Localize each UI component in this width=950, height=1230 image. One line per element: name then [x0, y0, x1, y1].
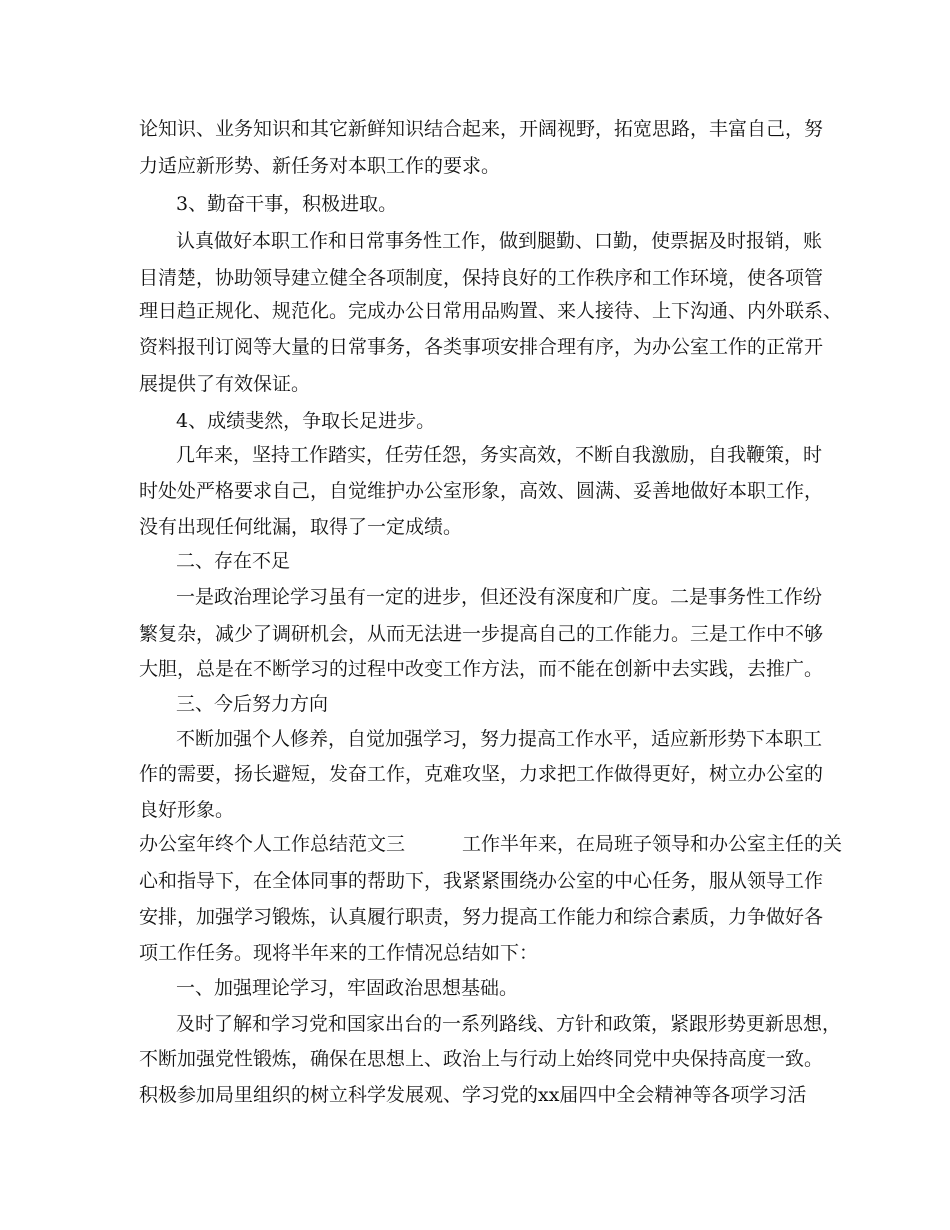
text-line: 积极参加局里组织的树立科学发展观、学习党的xx届四中全会精神等各项学习活	[139, 1084, 807, 1106]
section-heading: 三、今后努力方向	[176, 693, 329, 715]
text-line: 时处处严格要求自己，自觉维护办公室形象，高效、圆满、妥善地做好本职工作，	[139, 480, 824, 502]
section-heading: 二、存在不足	[176, 550, 291, 572]
text-line: 论知识、业务知识和其它新鲜知识结合起来，开阔视野，拓宽思路，丰富自己，努	[139, 118, 824, 140]
section-heading: 一、加强理论学习，牢固政治思想基础。	[176, 977, 519, 999]
text-line: 没有出现任何纰漏，取得了一定成绩。	[139, 516, 463, 538]
text-line: 繁复杂，减少了调研机会，从而无法进一步提高自己的工作能力。三是工作中不够	[139, 623, 824, 645]
text-line: 力适应新形势、新任务对本职工作的要求。	[139, 155, 501, 177]
text-line: 项工作任务。现将半年来的工作情况总结如下：	[139, 942, 539, 964]
text-line: 资料报刊订阅等大量的日常事务，各类事项安排合理有序，为办公室工作的正常开	[139, 336, 824, 358]
text-line: 理日趋正规化、规范化。完成办公日常用品购置、来人接待、上下沟通、内外联系、	[139, 300, 843, 322]
text-line: 作的需要，扬长避短，发奋工作，克难攻坚，力求把工作做得更好，树立办公室的	[139, 763, 824, 785]
text-line: 安排，加强学习锻炼，认真履行职责，努力提高工作能力和综合素质，力争做好各	[139, 906, 824, 928]
text-line: 良好形象。	[139, 799, 235, 821]
text-line: 不断加强党性锻炼，确保在思想上、政治上与行动上始终同党中央保持高度一致。	[139, 1048, 824, 1070]
section-heading: 3、勤奋干事，积极进取。	[176, 193, 398, 215]
section-heading: 4、成绩斐然，争取长足进步。	[176, 410, 436, 432]
text-line: 认真做好本职工作和日常事务性工作，做到腿勤、口勤，使票据及时报销，账	[176, 230, 823, 252]
text-line: 展提供了有效保证。	[139, 373, 311, 395]
text-line: 办公室年终个人工作总结范文三 工作半年来，在局班子领导和办公室主任的关	[139, 833, 843, 855]
text-line: 心和指导下，在全体同事的帮助下，我紧紧围绕办公室的中心任务，服从领导工作	[139, 870, 824, 892]
text-line: 几年来，坚持工作踏实，任劳任怨，务实高效，不断自我激励，自我鞭策，时	[176, 444, 823, 466]
text-line: 不断加强个人修养，自觉加强学习，努力提高工作水平，适应新形势下本职工	[176, 728, 823, 750]
text-line: 及时了解和学习党和国家出台的一系列路线、方针和政策，紧跟形势更新思想，	[176, 1013, 842, 1035]
text-line: 一是政治理论学习虽有一定的进步，但还没有深度和广度。二是事务性工作纷	[176, 586, 823, 608]
text-line: 目清楚，协助领导建立健全各项制度，保持良好的工作秩序和工作环境，使各项管	[139, 267, 824, 289]
text-line: 大胆，总是在不断学习的过程中改变工作方法，而不能在创新中去实践，去推广。	[139, 658, 824, 680]
